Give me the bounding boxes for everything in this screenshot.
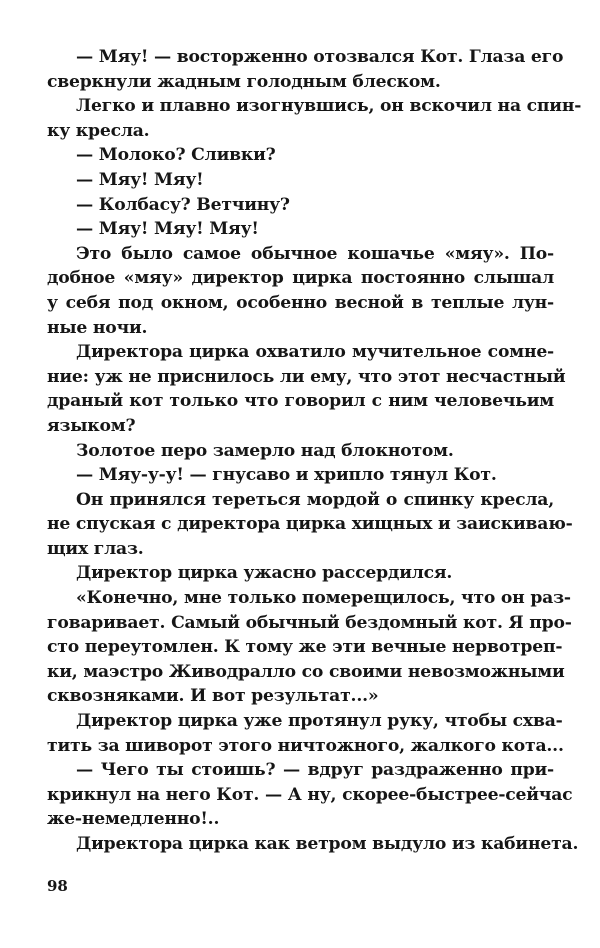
- paragraph: [47, 94, 582, 143]
- page-number: 98: [47, 877, 68, 895]
- paragraph: [47, 193, 554, 218]
- text-line: крикнул на него Кот. — А ну, скорее-быстрее-сейчас: [47, 784, 573, 805]
- page-body-text: [47, 45, 582, 857]
- paragraph: [47, 488, 573, 562]
- paragraph: [47, 832, 579, 857]
- text-line: — Чего ты стоишь? — вдруг раздраженно при-: [76, 760, 554, 781]
- text-line: ки, маэстро Живодралло со своими невозможными: [47, 661, 565, 682]
- text-line: — Молоко? Сливки?: [76, 145, 276, 166]
- text-line: сто переутомлен. К тому же эти вечные нервотреп-: [47, 637, 563, 658]
- paragraph: [47, 586, 572, 709]
- paragraph: [47, 758, 573, 832]
- text-line: — Мяу! Мяу! Мяу!: [76, 219, 259, 240]
- paragraph: [47, 463, 554, 488]
- paragraph: [47, 217, 554, 242]
- text-line: Директора цирка как ветром выдуло из кабинета.: [76, 834, 579, 854]
- text-line: добное «мяу» директор цирка постоянно слышал: [47, 268, 554, 289]
- text-line: Директор цирка ужасно рассердился.: [76, 563, 453, 584]
- text-line: не спуская с директора цирка хищных и заискиваю-: [47, 514, 573, 535]
- text-line: — Мяу! — восторженно отозвался Кот. Глаза его: [76, 47, 564, 67]
- text-line: Золотое перо замерло над блокнотом.: [76, 440, 454, 461]
- text-line: тить за шиворот этого ничтожного, жалкого кота...: [47, 735, 564, 756]
- text-line: ные ночи.: [47, 317, 148, 338]
- text-line: — Колбасу? Ветчину?: [76, 194, 290, 215]
- text-line: же-немедленно!..: [47, 809, 220, 830]
- paragraph: [47, 561, 554, 586]
- text-line: говаривает. Самый обычный бездомный кот. Я про-: [47, 612, 572, 633]
- text-line: сверкнули жадным голодным блеском.: [47, 71, 441, 92]
- text-line: щих глаз.: [47, 538, 144, 559]
- text-line: Директора цирка охватило мучительное сомне-: [76, 342, 554, 363]
- text-line: сквозняками. И вот результат...»: [47, 686, 379, 707]
- text-line: драный кот только что говорил с ним человечьим: [47, 391, 554, 412]
- text-line: языком?: [47, 415, 136, 436]
- paragraph: [47, 143, 554, 168]
- text-line: Он принялся тереться мордой о спинку кресла,: [76, 489, 554, 510]
- paragraph: [47, 242, 554, 340]
- text-line: ку кресла.: [47, 120, 150, 141]
- text-line: ние: уж не приснилось ли ему, что этот несчастный: [47, 366, 566, 387]
- paragraph: [47, 45, 564, 94]
- text-line: Легко и плавно изогнувшись, он вскочил на спин-: [76, 96, 582, 117]
- text-line: Директор цирка уже протянул руку, чтобы схва-: [76, 711, 563, 732]
- text-line: «Конечно, мне только померещилось, что он раз-: [76, 588, 571, 609]
- text-line: у себя под окном, особенно весной в теплые лун-: [47, 292, 554, 313]
- paragraph: [47, 168, 554, 193]
- paragraph: [47, 709, 564, 758]
- text-line: — Мяу-у-у! — гнусаво и хрипло тянул Кот.: [76, 465, 497, 486]
- text-line: Это было самое обычное кошачье «мяу». По-: [76, 243, 554, 264]
- text-line: — Мяу! Мяу!: [76, 169, 204, 190]
- paragraph: [47, 439, 554, 464]
- paragraph: [47, 340, 566, 438]
